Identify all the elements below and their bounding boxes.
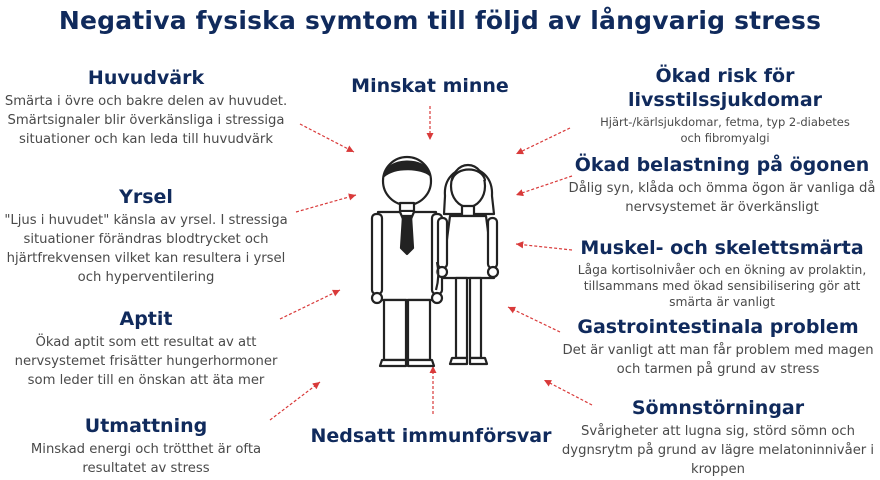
arrow-headache	[300, 124, 354, 152]
woman-figure-icon	[437, 165, 498, 364]
gastro-heading: Gastrointestinala problem	[577, 316, 859, 338]
headache-text: Smärta i övre och bakre delen av huvudet. Smärtsignaler blir överkänsliga i stressiga situationer och kan leda till huvudvärk	[4, 94, 288, 147]
muscle-heading: Muskel- och skelettsmärta	[580, 237, 864, 259]
immune-heading: Nedsatt immunförsvar	[310, 425, 552, 447]
arrow-muscle	[516, 244, 572, 250]
arrow-fatigue	[270, 382, 320, 420]
eyes-text: Dålig syn, klåda och ömma ögon är vanliga då nervsystemet är överkänsligt	[568, 181, 876, 215]
dizziness-heading: Yrsel	[119, 186, 173, 208]
appetite-text: Ökad aptit som ett resultat av att nervsystemet frisätter hungerhormoner som leder till en önskan att äta mer	[14, 335, 278, 388]
appetite-heading: Aptit	[119, 308, 173, 330]
fatigue-text: Minskad energi och trötthet är ofta resultatet av stress	[30, 442, 262, 476]
memory-heading: Minskat minne	[351, 75, 509, 97]
dizziness-text: "Ljus i huvudet" känsla av yrsel. I stressiga situationer förändras blodtrycket och hjärtfrekvensen vilket kan resultera i yrsel och hyperventilering	[4, 213, 288, 285]
arrow-sleep	[544, 380, 592, 405]
arrow-appetite	[280, 290, 340, 319]
arrow-eyes	[516, 176, 572, 195]
arrow-lifestyle	[516, 128, 570, 154]
headache-heading: Huvudvärk	[87, 67, 205, 89]
fatigue-heading: Utmattning	[84, 415, 208, 437]
lifestyle-text: Hjärt-/kärlsjukdomar, fetma, typ 2-diabetes och fibromyalgi	[600, 115, 850, 145]
arrow-dizziness	[296, 195, 356, 212]
sleep-heading: Sömnstörningar	[631, 397, 805, 419]
arrow-gastro	[508, 307, 560, 332]
eyes-heading: Ökad belastning på ögonen	[574, 154, 870, 176]
muscle-text: Låga kortisolnivåer och en ökning av prolaktin, tillsammans med ökad sensibilisering gör att smärta är vanligt	[577, 263, 867, 309]
gastro-text: Det är vanligt att man får problem med magen och tarmen på grund av stress	[562, 343, 874, 377]
man-figure-icon	[372, 157, 442, 366]
page-title: Negativa fysiska symtom till följd av långvarig stress	[58, 6, 822, 35]
sleep-text: Svårigheter att lugna sig, störd sömn och dygnsrytm på grund av lägre melatoninnivåer i kroppen	[561, 424, 875, 477]
lifestyle-heading: Ökad risk för livsstilssjukdomar	[627, 65, 823, 111]
